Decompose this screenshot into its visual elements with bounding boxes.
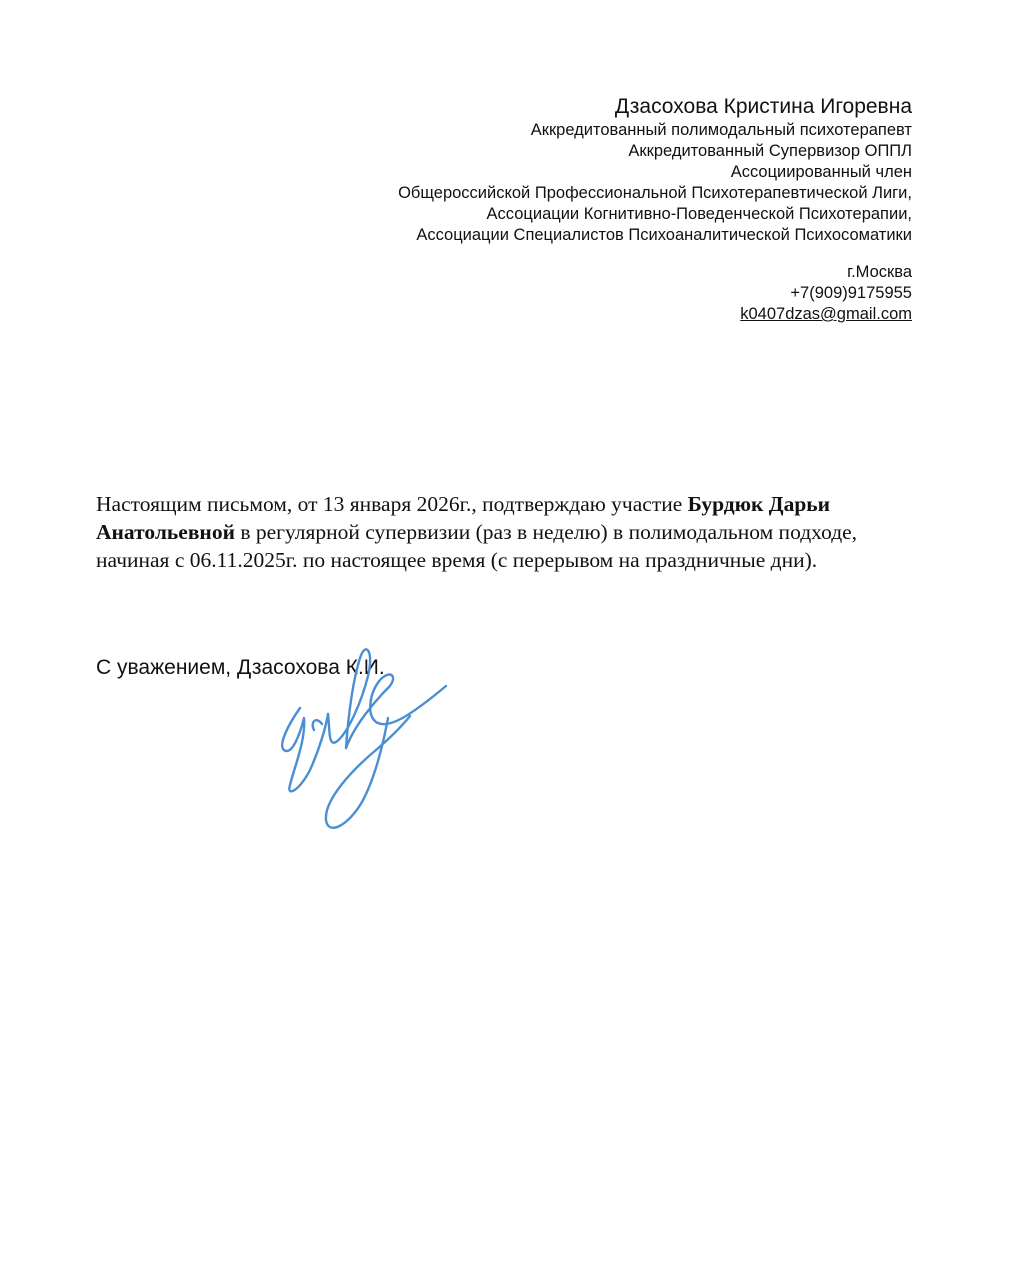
letterhead-title-3: Ассоциированный член bbox=[730, 163, 912, 181]
letterhead bbox=[272, 93, 912, 246]
letter-body-part1: Настоящим письмом, от 13 января 2026г., подтверждаю участие bbox=[96, 492, 688, 516]
contact-city: г.Москва bbox=[847, 263, 912, 281]
closing-line: С уважением, Дзасохова К.И. bbox=[96, 656, 385, 679]
letterhead-name: Дзасохова Кристина Игоревна bbox=[614, 95, 912, 118]
letter-body bbox=[96, 490, 916, 574]
letterhead-title-2: Аккредитованный Супервизор ОППЛ bbox=[628, 142, 912, 160]
signature-image bbox=[270, 630, 460, 850]
letterhead-title-4: Общероссийской Профессиональной Психотерапевтической Лиги, bbox=[398, 184, 912, 202]
contact-email-link[interactable]: k0407dzas@gmail.com bbox=[740, 305, 912, 323]
letterhead-title-6: Ассоциации Специалистов Психоаналитической Психосоматики bbox=[416, 226, 912, 244]
contact-block bbox=[512, 262, 912, 325]
contact-phone: +7(909)9175955 bbox=[790, 284, 912, 302]
letterhead-title-5: Ассоциации Когнитивно-Поведенческой Психотерапии, bbox=[486, 205, 912, 223]
letterhead-title-1: Аккредитованный полимодальный психотерапевт bbox=[530, 121, 912, 139]
letter-body-name: Бурдюк Дарьи Анатольевной bbox=[96, 492, 831, 544]
letter-body-part2: в регулярной супервизии (раз в неделю) в полимодальном подходе, начиная с 06.11.2025г. по настоящее время (с перерывом на праздничные дни). bbox=[96, 520, 858, 572]
